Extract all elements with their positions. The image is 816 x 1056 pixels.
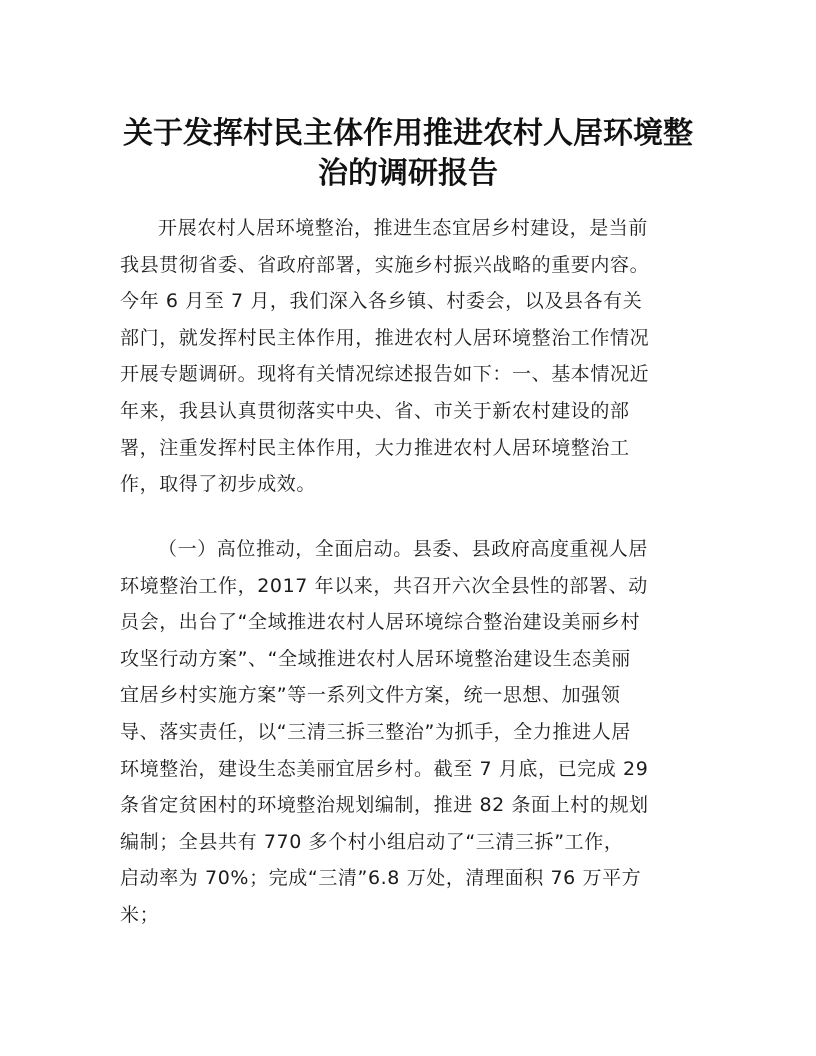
paragraph-line: 今年 6 月至 7 月，我们深入各乡镇、村委会，以及县各有关 [120, 290, 643, 313]
paragraph-line: 编制；全县共有 770 多个村小组启动了“三清三拆”工作， [120, 830, 624, 853]
paragraph-line: 部门，就发挥村民主体作用，推进农村人居环境整治工作情况 [120, 326, 650, 349]
paragraph-introduction [120, 210, 710, 503]
paragraph-line: 员会，出台了“全域推进农村人居环境综合整治建设美丽乡村 [120, 611, 641, 634]
paragraph-line: 米； [120, 903, 160, 926]
paragraph-line: 作，取得了初步成效。 [120, 473, 317, 496]
paragraph-line: 环境整治，建设生态美丽宜居乡村。截至 7 月底，已完成 29 [120, 757, 649, 780]
paragraph-line: 开展农村人居环境整治，推进生态宜居乡村建设，是当前 [158, 217, 649, 239]
paragraph-line: 条省定贫困村的环境整治规划编制，推进 82 条面上村的规划 [120, 794, 649, 817]
paragraph-line: 环境整治工作，2017 年以来，共召开六次全县性的部署、动 [120, 574, 648, 597]
paragraph-section-one [120, 531, 710, 934]
paragraph-line: 启动率为 70%；完成“三清”6.8 万处，清理面积 76 万平方 [120, 867, 642, 890]
document-title [100, 114, 716, 194]
paragraph-line: 年来，我县认真贯彻落实中央、省、市关于新农村建设的部 [120, 399, 630, 422]
paragraph-line: 署，注重发挥村民主体作用，大力推进农村人居环境整治工 [120, 436, 630, 459]
title-line-1: 关于发挥村民主体作用推进农村人居环境整 [123, 116, 693, 151]
paragraph-line: 导、落实责任，以“三清三拆三整治”为抓手，全力推进人居 [120, 720, 631, 743]
paragraph-line: 开展专题调研。现将有关情况综述报告如下：一、基本情况近 [120, 363, 650, 386]
paragraph-line: 我县贯彻省委、省政府部署，实施乡村振兴战略的重要内容。 [120, 253, 650, 276]
paragraph-line: （一）高位推动，全面启动。县委、县政府高度重视人居 [158, 538, 649, 560]
title-line-2: 治的调研报告 [318, 156, 498, 191]
paragraph-line: 宜居乡村实施方案”等一系列文件方案，统一思想、加强领 [120, 684, 621, 707]
paragraph-line: 攻坚行动方案”、“全域推进农村人居环境整治建设生态美丽 [120, 647, 631, 670]
